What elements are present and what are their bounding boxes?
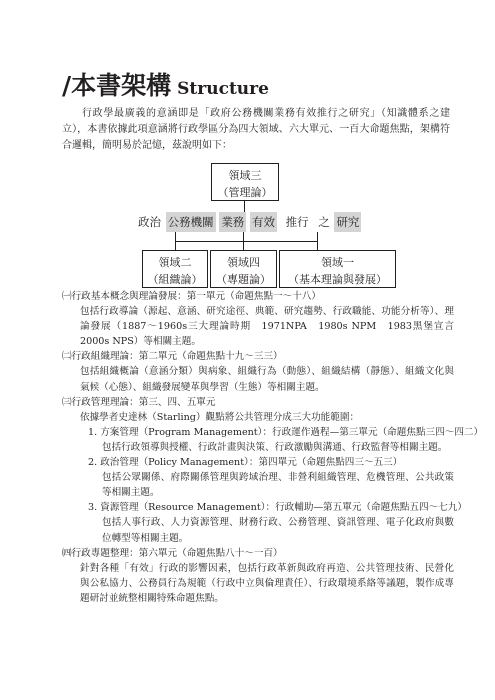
intro-text: 行政學最廣義的意涵即是「政府公務機關業務有效推行之研究」（知識體系之建立），本書依據此項意涵將行政學區分為四大領域、六大單元、一百大命題焦點，架構符合邏輯，簡明易於記憶，茲說明如下：	[62, 108, 450, 151]
title-english: Structure	[177, 79, 269, 99]
domain-two-box	[142, 250, 208, 288]
domain-one-subtitle: （基本理論與發展）	[288, 273, 387, 286]
section-4	[62, 546, 454, 606]
domain-three-subtitle: （管理論）	[217, 186, 273, 199]
section-heading: ㈢行政管理理論：第三、四、五單元	[62, 396, 216, 408]
sections-body	[62, 289, 484, 606]
title-chinese: /本書架構	[62, 71, 172, 100]
domain-four-box	[210, 250, 277, 288]
connector-right	[317, 232, 318, 250]
section-text: 依據學者史達林（Starling）觀點將公共管理分成三大功能範圍：	[80, 411, 360, 423]
section-heading: ㈣行政專題整理：第六單元（命題焦點八十～一百）	[62, 547, 283, 559]
section-heading: ㈡行政組織理論：第二單元（命題焦點十九～三三）	[62, 351, 283, 363]
connector-center	[243, 232, 244, 250]
section-3	[62, 395, 484, 546]
subitem-text: 包括行政領導與授權、行政計畫與決策、行政激勵與溝通、行政監督等相關主題。	[102, 441, 448, 453]
domain-two-title: 領域二	[158, 256, 192, 269]
phrase-research: 研究	[334, 212, 361, 232]
section-text: 包括行政導論（源起、意涵、研究途徑、典範、研究趨勢、行政職能、功能分析等）、理論發展（1887～1960s三大理論時期 1971NPA 1980s NPM 1983黑堡宣言 2000s NPS）等相關主題。	[80, 306, 464, 348]
phrase-effective: 有效	[250, 212, 277, 232]
connector-top	[244, 200, 245, 212]
intro-paragraph	[62, 106, 450, 154]
phrase-politics: 政治	[138, 215, 161, 229]
domain-three-title: 領域三	[228, 169, 262, 182]
domain-four-subtitle: （專題論）	[216, 273, 271, 286]
phrase-of: 之	[318, 215, 330, 229]
core-phrase	[137, 212, 361, 232]
section-heading: ㈠行政基本概念與理論發展：第一單元（命題焦點一～十八）	[62, 291, 322, 302]
subitem-label: 1. 方案管理（Program Management）：行政運作過程—第三單元（命題焦點三四～四二）	[88, 426, 484, 438]
domain-two-subtitle: （組織論）	[147, 273, 203, 286]
connector-horizontal	[175, 241, 318, 242]
subitem-label: 3. 資源管理（Resource Management）：行政輔助—第五單元（命題焦點五四～七九）	[88, 502, 467, 514]
phrase-agency: 公務機關	[166, 212, 216, 232]
connector-left	[175, 232, 176, 250]
domain-one-title: 領域一	[321, 256, 354, 269]
section-2	[62, 349, 454, 394]
phrase-implement: 推行	[285, 215, 309, 229]
phrase-business: 業務	[219, 212, 246, 232]
subitem-text: 包括人事行政、人力資源管理、財務行政、公務管理、資訊管理、電子化政府與數位轉型等相關主題。	[102, 517, 454, 544]
section-1	[62, 289, 464, 349]
subitem-text: 包括公眾關係、府際關係管理與跨域治理、非營利組織管理、危機管理、公共政策等相關主題。	[102, 472, 454, 499]
domain-one-box	[279, 250, 396, 288]
domain-four-title: 領域四	[227, 256, 260, 269]
section-text: 針對各種「有效」行政的影響因素，包括行政革新與政府再造、公共管理技術、民營化與公私協力、公務員行為規範（行政中立與倫理責任）、行政環境系絡等議題，製作成專題研討並統整相關特殊命題焦點。	[80, 562, 454, 604]
subitem-label: 2. 政治管理（Policy Management）：第四單元（命題焦點四三～五三）	[88, 457, 403, 469]
section-text: 包括組織概論（意涵分類）與病象、組織行為（動態）、組織結構（靜態）、組織文化與氣候（心態）、組織發展變革與學習（生態）等相關主題。	[80, 366, 454, 393]
page-title	[62, 66, 269, 102]
domain-three-box	[211, 163, 279, 201]
